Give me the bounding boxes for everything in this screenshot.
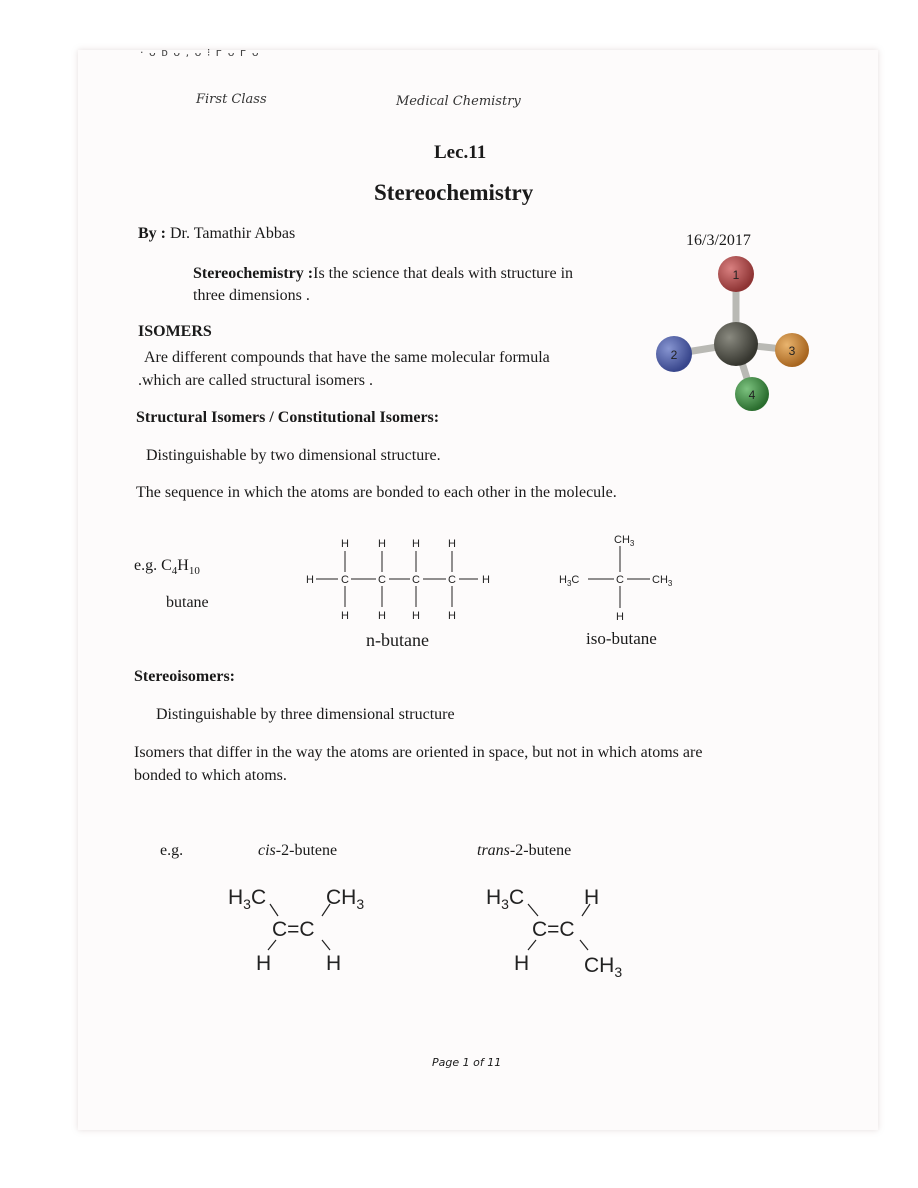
atom-1-label: 1 xyxy=(732,268,740,282)
cis-suffix: -2-butene xyxy=(275,842,338,859)
definition-line1 xyxy=(193,263,573,285)
n-butane-label: n-butane xyxy=(366,630,429,650)
cis-double-bond: C=C xyxy=(272,918,315,941)
stereo-line3: bonded to which atoms. xyxy=(134,767,287,784)
cis-label xyxy=(258,840,337,862)
cis-h-right: H xyxy=(326,952,342,975)
h-top-2: H xyxy=(378,538,386,550)
butane-formula xyxy=(134,555,200,582)
atom-2-label: 2 xyxy=(670,348,678,362)
formula-h: H xyxy=(177,557,189,574)
trans-h-bottom: H xyxy=(514,952,530,975)
structural-line2: The sequence in which the atoms are bonded to each other in the molecule. xyxy=(136,484,617,501)
n-butane-structure xyxy=(300,534,500,624)
formula-h-sub: 10 xyxy=(188,565,200,578)
cis-h3c: $H_3C$ xyxy=(228,886,267,912)
lecture-date: 16/3/2017 xyxy=(686,232,751,249)
h-top-3: H xyxy=(412,538,420,550)
iso-bottom-h: H xyxy=(616,611,624,623)
iso-top-ch3: $CH_3$ xyxy=(614,534,635,548)
iso-right-ch3: $CH_3$ xyxy=(652,574,673,588)
lecture-number: Lec.11 xyxy=(434,142,487,163)
isomers-line2: .which are called structural isomers . xyxy=(138,372,374,389)
stereo-line2: Isomers that differ in the way the atoms are oriented in space, but not in which atoms are xyxy=(134,744,703,761)
trans-h-top: H xyxy=(584,886,600,909)
h-top-4: H xyxy=(448,538,456,550)
iso-left-h3c: $H_3C$ xyxy=(559,574,580,588)
header-class: First Class xyxy=(196,92,267,107)
butene-eg: e.g. xyxy=(160,842,184,859)
definition-line2: three dimensions . xyxy=(193,287,310,304)
h-top-1: H xyxy=(341,538,349,550)
structural-heading: Structural Isomers / Constitutional Isomers: xyxy=(136,409,440,426)
trans-2-butene-structure xyxy=(486,880,656,980)
cis-h-left: H xyxy=(256,952,272,975)
h-bottom-4: H xyxy=(448,610,456,622)
iso-butane-structure xyxy=(558,530,698,626)
c-1: C xyxy=(341,574,349,586)
trans-label xyxy=(477,840,571,862)
cis-ch3: $CH_3$ xyxy=(326,886,365,912)
trans-ch3: $CH_3$ xyxy=(584,954,623,980)
h-bottom-3: H xyxy=(412,610,420,622)
formula-c-sub: 4 xyxy=(171,565,178,578)
trans-suffix: -2-butene xyxy=(509,842,572,859)
h-right: H xyxy=(482,574,490,586)
atom-4-label: 4 xyxy=(748,388,756,402)
h-left: H xyxy=(306,574,314,586)
header-subject: Medical Chemistry xyxy=(396,94,521,109)
isomers-heading: ISOMERS xyxy=(138,323,212,340)
structural-line1: Distinguishable by two dimensional structure. xyxy=(146,447,441,464)
butane-name: butane xyxy=(166,594,209,611)
byline xyxy=(138,223,295,245)
page-number: Page 1 of 11 xyxy=(432,1056,502,1069)
definition-text1: Is the science that deals with structure in xyxy=(313,265,574,282)
iso-butane-label: iso-butane xyxy=(586,629,657,648)
tetrahedral-molecule-model xyxy=(646,254,816,414)
iso-center-c: C xyxy=(616,574,624,586)
eg-label: e.g. xyxy=(134,557,158,574)
trans-h3c: $H_3C$ xyxy=(486,886,525,912)
definition-term: Stereochemistry : xyxy=(193,265,314,282)
trans-prefix: trans xyxy=(477,842,510,859)
h-bottom-2: H xyxy=(378,610,386,622)
c-3: C xyxy=(412,574,420,586)
atom-3-label: 3 xyxy=(788,344,796,358)
c-4: C xyxy=(448,574,456,586)
top-scribble: · ᴗ ᴅ ᴗ , ᴗ ⁝ ᴦ ᴗ ᴦ ᴗ xyxy=(140,46,260,59)
central-atom xyxy=(714,322,758,366)
stereo-heading: Stereoisomers: xyxy=(134,668,235,685)
page-title: Stereochemistry xyxy=(374,180,534,205)
h-bottom-1: H xyxy=(341,610,349,622)
formula-c: C xyxy=(161,557,172,574)
trans-double-bond: C=C xyxy=(532,918,575,941)
stereo-line1: Distinguishable by three dimensional structure xyxy=(156,706,455,723)
byline-label: By : xyxy=(138,225,166,242)
cis-2-butene-structure xyxy=(226,880,396,980)
isomers-line1: Are different compounds that have the same molecular formula xyxy=(144,349,550,366)
byline-author: Dr. Tamathir Abbas xyxy=(170,225,296,242)
c-2: C xyxy=(378,574,386,586)
cis-prefix: cis xyxy=(258,842,276,859)
